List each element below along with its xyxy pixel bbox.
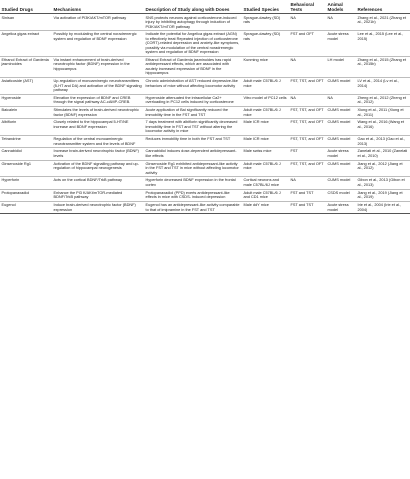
cell-animal-model: CUMS model — [326, 160, 356, 177]
cell-mechanism: Activation of the BDNF signalling pathway and up-regulation of hippocampal neurogenesis — [52, 160, 144, 177]
cell-animal-model: CUMS model — [326, 119, 356, 136]
cell-species: Cortical neurons and male C57BL/6J mice — [242, 177, 289, 189]
cell-behavioral-tests: FST and TST — [289, 189, 326, 201]
cell-behavioral-tests: FST — [289, 148, 326, 160]
cell-description: SNS protects neurons against corticosterone-induced injury by inhibiting autophagy through induction of PI3K/AKT/mTOR pathway — [144, 14, 242, 31]
cell-reference: Jiang et al., 2019 (Jiang et al., 2019) — [356, 189, 410, 201]
cell-species: Adult male C57BL/6 J mice — [242, 106, 289, 118]
table-row — [0, 106, 410, 118]
cell-reference: Zheng et al., 2012 (Zheng et al., 2012) — [356, 94, 410, 106]
cell-animal-model: CSDS model — [326, 189, 356, 201]
cell-reference: Xiong et al., 2011 (Xiong et al., 2011) — [356, 106, 410, 118]
cell-species: Adult male C57BL/6 J mice — [242, 160, 289, 177]
cell-animal-model: CUMS model — [326, 106, 356, 118]
cell-reference: Zhang et al., 2021 (Zhang et al., 2021b) — [356, 14, 410, 31]
cell-species: Adult male C57BL/6 J mice — [242, 77, 289, 94]
cell-reference: Wang et al., 2016 (Wang et al., 2016) — [356, 119, 410, 136]
header-behavioral-tests: Behavioral Tests — [289, 0, 326, 14]
cell-animal-model: CUMS model — [326, 136, 356, 148]
cell-drug: Angelica gigas extract — [0, 31, 52, 57]
cell-description: Reduces immobility time in both the FST and TST — [144, 136, 242, 148]
cell-description: Hyperoside attenuated the intracellular Ca2+ overloading in PC12 cells induced by corticosterone — [144, 94, 242, 106]
cell-description: Hyperforin decreased BDNF expression in the frontal cortex — [144, 177, 242, 189]
cell-drug: Baicalein — [0, 106, 52, 118]
cell-animal-model: Acute stress model — [326, 31, 356, 57]
cell-mechanism: Increase brain-derived neurotrophic factor (BDNF) levels — [52, 148, 144, 160]
table-body — [0, 14, 410, 214]
cell-description: Eugenol has an antidepressant-like activity comparable to that of imipramine in the FST and TST — [144, 201, 242, 213]
cell-behavioral-tests: NA — [289, 177, 326, 189]
cell-description: Chronic administration of AST reduced depressive-like behaviors of mice without affecting locomotor activity — [144, 77, 242, 94]
cell-animal-model: CUMS model — [326, 77, 356, 94]
cell-reference: Irie et al., 2004 (Irie et al., 2004) — [356, 201, 410, 213]
cell-behavioral-tests: FST, TST, and OFT — [289, 136, 326, 148]
cell-animal-model: Acute stress model — [326, 148, 356, 160]
cell-animal-model: Acute stress model — [326, 201, 356, 213]
cell-behavioral-tests: FST and TST — [289, 201, 326, 213]
cell-drug: Protopanaxadiol — [0, 189, 52, 201]
cell-reference: Jiang et al., 2012 (Jiang et al., 2012) — [356, 160, 410, 177]
cell-mechanism: Elevation the expression of BDNF and CREB through the signal pathway AC-cAMP-CREB. — [52, 94, 144, 106]
cell-behavioral-tests: FST and OFT — [289, 31, 326, 57]
header-studied-drugs: Studied Drugs — [0, 0, 52, 14]
cell-reference: Gao et al., 2013 (Gao et al., 2013) — [356, 136, 410, 148]
table-row — [0, 56, 410, 77]
cell-behavioral-tests: NA — [289, 94, 326, 106]
cell-mechanism: Closely related to the hippocampal 5-HT/NE increase and BDNF expression — [52, 119, 144, 136]
cell-behavioral-tests: FST, TST, and OFT — [289, 106, 326, 118]
table-row — [0, 31, 410, 57]
header-animal-models: Animal Models — [326, 0, 356, 14]
cell-species: Male ICR mice — [242, 136, 289, 148]
cell-drug: Ethanol Extract of Gardenia jasminoides — [0, 56, 52, 77]
cell-mechanism: Up-regulation of monoaminergic neurotransmitters (5-HT and DA) and activation of the BDNF signaling pathway — [52, 77, 144, 94]
cell-species: Kunming mice — [242, 56, 289, 77]
cell-mechanism: Induce brain-derived neurotrophic factor (BDNF) expression — [52, 201, 144, 213]
cell-drug: Sinisan — [0, 14, 52, 31]
cell-species: Adult male C57BL/6 J and CD1 mice — [242, 189, 289, 201]
cell-species: Vitro model of PC12 cells — [242, 94, 289, 106]
cell-species: Male swiss mice — [242, 148, 289, 160]
cell-species: Male ddY mice — [242, 201, 289, 213]
cell-behavioral-tests: NA — [289, 56, 326, 77]
table-row — [0, 148, 410, 160]
cell-reference: Gibon et al., 2013 (Gibon et al., 2013) — [356, 177, 410, 189]
cell-description: Acute application of Bai significantly reduced the immobility time in the FST and TST — [144, 106, 242, 118]
header-description: Description of Study along with Doses — [144, 0, 242, 14]
cell-drug: Asiaticoside (AST) — [0, 77, 52, 94]
cell-drug: Tetrandrine — [0, 136, 52, 148]
cell-description: Protopanaxadiol (PPD) exerts antidepressant-like effects in mice with CSDS- induced depression — [144, 189, 242, 201]
cell-mechanism: Acts on the cortical BDNF/TrkB pathway — [52, 177, 144, 189]
cell-description: Ethanol Extract of Gardenia jasminoides has rapid antidepressant effects, which are associated with acutely increased expression of BDNF in the hippocampus — [144, 56, 242, 77]
cell-mechanism: Via activation of PI3K/AKT/mTOR pathway — [52, 14, 144, 31]
cell-drug: Ginsenoside Rg1 — [0, 160, 52, 177]
cell-species: Sprague-dawley (SD) rats — [242, 14, 289, 31]
cell-mechanism: Via instant enhancement of brain-derived neurotrophic factor (BDNF) expression in the hippocampus — [52, 56, 144, 77]
cell-description: Indicate the potential for Angelica gigas extract (AGN) to effectively treat Repeated injection of corticosterone (CORT)-related depression and anxiety-like symptoms, possibly via modulation of the central noradrenergic system and regulation of BDNF expression — [144, 31, 242, 57]
cell-species: Sprague-dawley (SD) rats — [242, 31, 289, 57]
table-row — [0, 160, 410, 177]
cell-mechanism: Regulation of the central monoaminergic neurotransmitter system and the levels of BDNF — [52, 136, 144, 148]
cell-animal-model: LH model — [326, 56, 356, 77]
drug-mechanism-table — [0, 0, 410, 214]
header-studied-species: Studied Species — [242, 0, 289, 14]
cell-drug: Hyperoside — [0, 94, 52, 106]
cell-description: Ginsenoside Rg1 exhibited antidepressant-like activity in the FST and TST in mice without affecting locomotor activity — [144, 160, 242, 177]
cell-drug: Albiflorin — [0, 119, 52, 136]
cell-description: 7 days treatment with albiflorin significantly decreased immobility time in FST and TST without altering the locomotor activity in mice — [144, 119, 242, 136]
header-references: References — [356, 0, 410, 14]
header-mechanisms: Mechanisms — [52, 0, 144, 14]
cell-species: Male ICR mice — [242, 119, 289, 136]
header-row — [0, 0, 410, 14]
table-row — [0, 77, 410, 94]
cell-behavioral-tests: FST, TST, and OFT — [289, 77, 326, 94]
cell-drug: Cannabidiol — [0, 148, 52, 160]
cell-animal-model: CUMS model — [326, 177, 356, 189]
cell-mechanism: Enhance the PI3 K/AKt/mTOR-mediated BDNF/TrkB pathway — [52, 189, 144, 201]
cell-reference: Zhang et al., 2015 (Zhang et al., 2015b) — [356, 56, 410, 77]
cell-animal-model: NA — [326, 14, 356, 31]
table-row — [0, 136, 410, 148]
cell-reference: Zanelati et al., 2010 (Zanelati et al., 2010) — [356, 148, 410, 160]
cell-mechanism: Possibly by modulating the central noradrenergic system and regulation of BDNF expression — [52, 31, 144, 57]
cell-reference: LV et al., 2014 (Lv et al., 2014) — [356, 77, 410, 94]
table-row — [0, 119, 410, 136]
cell-behavioral-tests: FST, TST, and OFT — [289, 160, 326, 177]
table-row — [0, 14, 410, 31]
table-row — [0, 189, 410, 201]
table-row — [0, 201, 410, 213]
cell-behavioral-tests: FST, TST, and OFT — [289, 119, 326, 136]
table-row — [0, 94, 410, 106]
cell-reference: Lee et al., 2015 (Lee et al., 2015) — [356, 31, 410, 57]
cell-drug: Eugenol — [0, 201, 52, 213]
cell-drug: Hyperforin — [0, 177, 52, 189]
cell-mechanism: Stimulates the levels of brain-derived neurotrophic factor (BDNF) expression — [52, 106, 144, 118]
cell-description: Cannabidiol induces dose-dependent antidepressant-like effects — [144, 148, 242, 160]
cell-behavioral-tests: NA — [289, 14, 326, 31]
table-row — [0, 177, 410, 189]
cell-animal-model: NA — [326, 94, 356, 106]
